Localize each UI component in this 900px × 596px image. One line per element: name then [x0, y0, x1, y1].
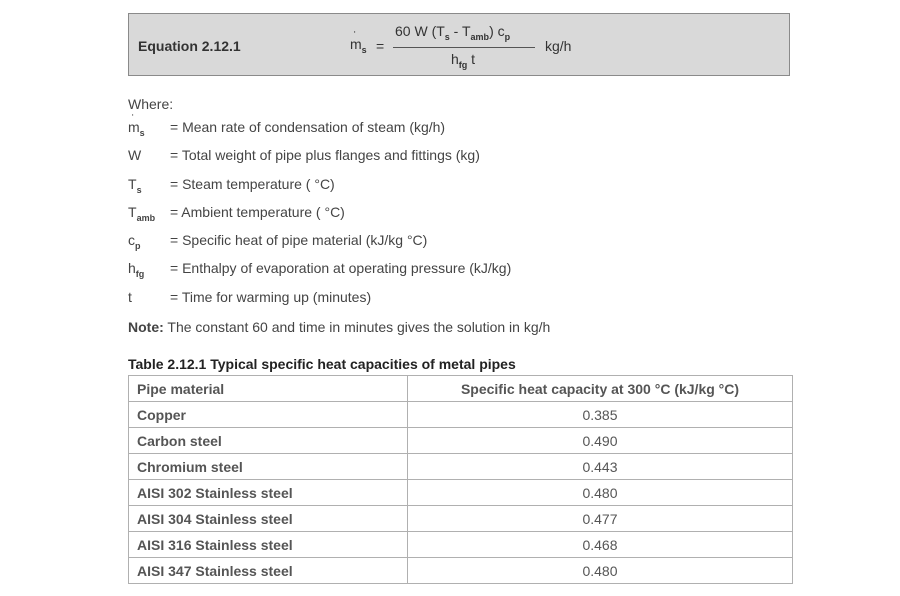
definition-row [128, 147, 788, 167]
definition-text: = Ambient temperature ( °C) [170, 204, 345, 220]
table-row [129, 480, 793, 506]
mass-flow-symbol: m ˙ [350, 36, 362, 52]
symbol-base: T [128, 204, 137, 220]
table-row [129, 558, 793, 584]
numerator-close: ) c [489, 23, 505, 39]
definition-row [128, 260, 788, 280]
definition-row [128, 204, 788, 224]
note-label: Note: [128, 319, 164, 335]
equals-sign: = [376, 38, 385, 54]
equation-denominator [451, 51, 475, 70]
cp-subscript: p [504, 32, 511, 42]
header-specific-heat: Specific heat capacity at 300 °C (kJ/kg °C) [408, 376, 793, 402]
equation-unit: kg/h [545, 38, 572, 54]
cell-specific-heat: 0.480 [408, 558, 793, 584]
symbol-subscript: s [139, 128, 145, 138]
definition-symbol [128, 232, 141, 251]
symbol-base: c [128, 232, 135, 248]
definition-row [128, 232, 788, 252]
definition-row [128, 176, 788, 196]
tamb-subscript: amb [470, 32, 490, 42]
equation-numerator [395, 23, 510, 42]
definition-row [128, 289, 788, 309]
symbol-base: m ˙ [128, 119, 140, 135]
equation-label: Equation 2.12.1 [138, 38, 241, 54]
cell-specific-heat: 0.385 [408, 402, 793, 428]
cell-pipe-material: AISI 347 Stainless steel [129, 558, 408, 584]
numerator-minus: - T [449, 23, 471, 39]
symbol-subscript: fg [135, 269, 145, 279]
symbol-subscript: amb [136, 213, 156, 223]
where-label: Where: [128, 96, 174, 112]
table-row [129, 428, 793, 454]
cell-pipe-material: AISI 302 Stainless steel [129, 480, 408, 506]
cell-pipe-material: Carbon steel [129, 428, 408, 454]
definition-text: = Total weight of pipe plus flanges and fittings (kg) [170, 147, 480, 163]
equation-box [128, 13, 790, 76]
cell-specific-heat: 0.468 [408, 532, 793, 558]
lhs-subscript: s [361, 45, 367, 55]
ts-subscript: s [444, 32, 450, 42]
definition-symbol [128, 260, 144, 279]
denominator-h: h [451, 51, 459, 67]
definition-text: = Mean rate of condensation of steam (kg/h) [170, 119, 446, 135]
cell-specific-heat: 0.443 [408, 454, 793, 480]
table-row [129, 402, 793, 428]
table-caption: Table 2.12.1 Typical specific heat capacities of metal pipes [128, 356, 516, 372]
definition-symbol [128, 204, 155, 223]
specific-heat-table [128, 375, 793, 584]
cell-specific-heat: 0.490 [408, 428, 793, 454]
note-text: The constant 60 and time in minutes gives the solution in kg/h [163, 319, 551, 335]
note [128, 319, 550, 335]
table-row [129, 454, 793, 480]
cell-pipe-material: Copper [129, 402, 408, 428]
symbol-base: T [128, 176, 137, 192]
definition-symbol [128, 119, 145, 138]
cell-specific-heat: 0.480 [408, 480, 793, 506]
fraction-bar [393, 47, 535, 48]
fg-subscript: fg [458, 60, 468, 70]
symbol-base: W [128, 147, 142, 163]
header-pipe-material: Pipe material [129, 376, 408, 402]
definition-text: = Specific heat of pipe material (kJ/kg °C) [170, 232, 428, 248]
definition-symbol [128, 147, 141, 163]
symbol-base: h [128, 260, 136, 276]
definition-text: = Time for warming up (minutes) [170, 289, 372, 305]
table-row [129, 506, 793, 532]
cell-specific-heat: 0.477 [408, 506, 793, 532]
symbol-subscript: s [136, 185, 142, 195]
numerator-coef: 60 W (T [395, 23, 445, 39]
denominator-t: t [467, 51, 476, 67]
table-row [129, 532, 793, 558]
cell-pipe-material: AISI 316 Stainless steel [129, 532, 408, 558]
cell-pipe-material: AISI 304 Stainless steel [129, 506, 408, 532]
symbol-base: t [128, 289, 132, 305]
equation-lhs [350, 36, 367, 55]
cell-pipe-material: Chromium steel [129, 454, 408, 480]
table-header-row [129, 376, 793, 402]
definition-symbol [128, 176, 142, 195]
definition-text: = Steam temperature ( °C) [170, 176, 335, 192]
symbol-subscript: p [135, 241, 141, 251]
definition-row [128, 119, 788, 139]
definition-text: = Enthalpy of evaporation at operating pressure (kJ/kg) [170, 260, 512, 276]
definition-symbol [128, 289, 132, 305]
